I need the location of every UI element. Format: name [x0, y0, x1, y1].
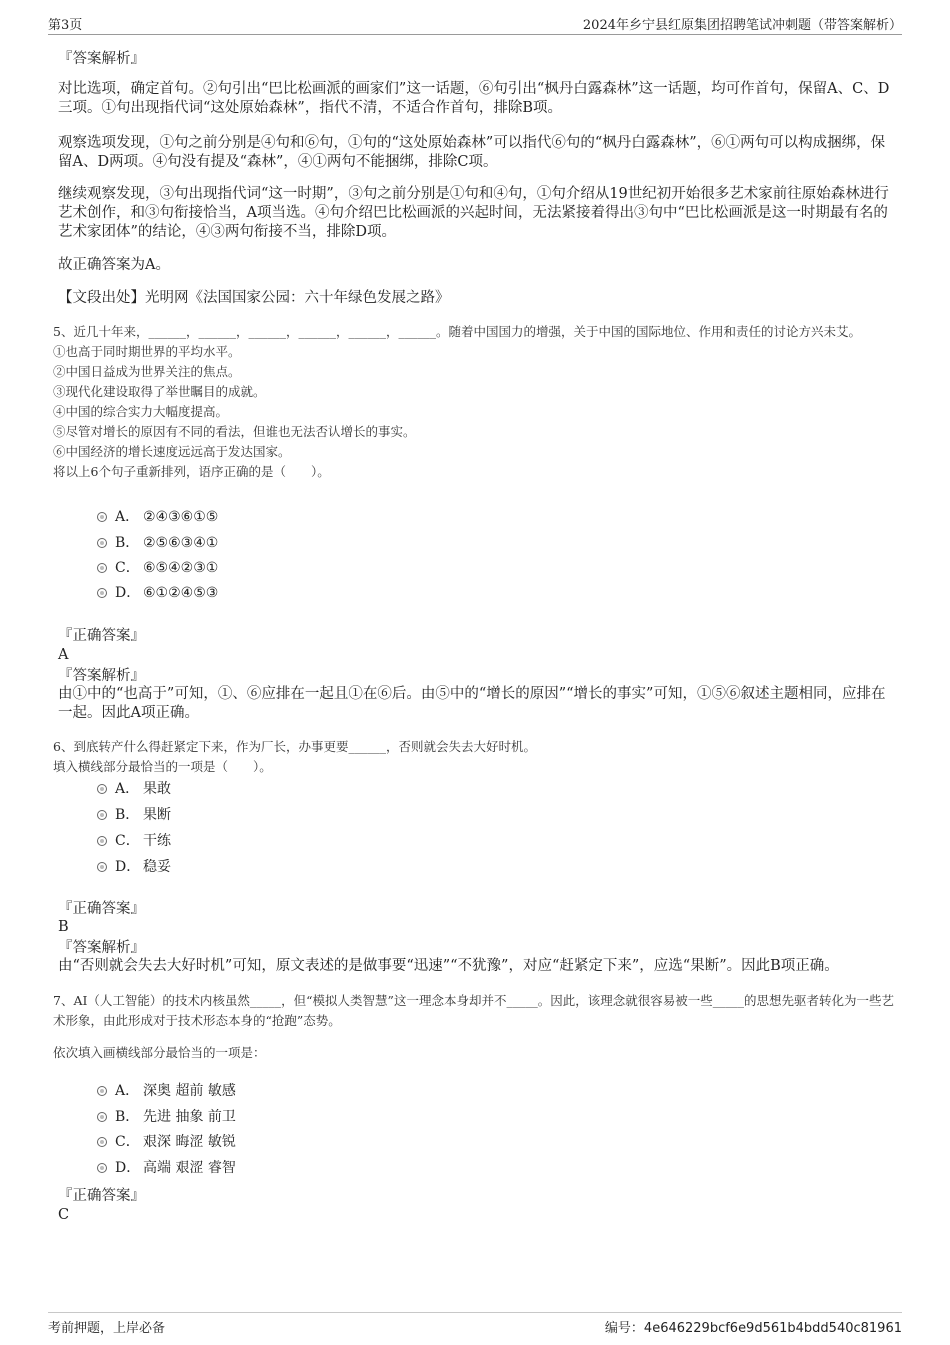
- q6-option-a[interactable]: A． 果敢: [97, 780, 171, 798]
- q5-option-c[interactable]: C． ⑥⑤④②③①: [97, 559, 218, 577]
- footer-code-value: 4e646229bcf6e9d561b4bdd540c81961: [643, 1321, 902, 1336]
- footer-code-label: 编号：: [604, 1321, 644, 1336]
- q6-option-c[interactable]: C． 干练: [97, 832, 171, 850]
- q5-item-6: ⑥中国经济的增长速度远远高于发达国家。: [53, 444, 291, 459]
- q7-option-a[interactable]: A． 深奥 超前 敏感: [97, 1082, 236, 1100]
- q6-explanation-label: 『答案解析』: [58, 940, 145, 956]
- q7-option-c[interactable]: C． 艰深 晦涩 敏锐: [97, 1133, 236, 1151]
- q7-prompt: 依次填入画横线部分最恰当的一项是：: [53, 1045, 266, 1060]
- radio-icon[interactable]: [97, 1137, 107, 1147]
- radio-icon[interactable]: [97, 1112, 107, 1122]
- q5-item-4: ④中国的综合实力大幅度提高。: [53, 404, 229, 419]
- radio-icon[interactable]: [97, 810, 107, 820]
- q5-item-1: ①也高于同时期世界的平均水平。: [53, 344, 241, 359]
- footer-code: [605, 1317, 902, 1336]
- radio-icon[interactable]: [97, 1163, 107, 1173]
- q4-explanation-p1: 对比选项，确定首句。②句引出“巴比松画派的画家们”这一话题，⑥句引出“枫丹白露森林”这一话题，均可作首句，保留A、C、D三项。①句出现指代词“这处原始森林”，指代不清，不适合作首句，排除B项。: [58, 81, 890, 116]
- page-footer: [48, 1312, 902, 1337]
- question-6: [53, 737, 898, 777]
- q5-answer-label: 『正确答案』: [58, 628, 145, 644]
- q7-option-b[interactable]: B． 先进 抽象 前卫: [97, 1108, 236, 1126]
- radio-icon[interactable]: [97, 836, 107, 846]
- document-title: 2024年乡宁县红原集团招聘笔试冲刺题（带答案解析）: [582, 18, 902, 33]
- q4-explanation-p3: 继续观察发现，③句出现指代词“这一时期”，③句之前分别是①句和④句，①句介绍从19世纪初开始很多艺术家前往原始森林进行艺术创作，和③句衔接恰当，A项当选。④句介绍巴比松画派的兴起时间，无法紧接着得出③句中“巴比松画派是这一时期最有名的艺术家团体”的结论，④③两句衔接不当，排除D项。: [58, 186, 889, 240]
- radio-icon[interactable]: [97, 1086, 107, 1096]
- q4-source: 【文段出处】光明网《法国国家公园：六十年绿色发展之路》: [58, 290, 450, 306]
- radio-icon[interactable]: [97, 538, 107, 548]
- page-number: 第3页: [48, 18, 83, 33]
- q5-item-5: ⑤尽管对增长的原因有不同的看法，但谁也无法否认增长的事实。: [53, 424, 416, 439]
- q5-option-b[interactable]: B． ②⑤⑥③④①: [97, 534, 218, 552]
- footer-slogan: 考前押题，上岸必备: [48, 1321, 166, 1336]
- q6-explanation: 由“否则就会失去大好时机”可知，原文表述的是做事要“迅速”“不犹豫”，对应“赶紧定下来”，应选“果断”。因此B项正确。: [58, 958, 839, 974]
- q5-prompt: 将以上6个句子重新排列，语序正确的是（ ）。: [53, 464, 330, 479]
- q5-option-a[interactable]: A． ②④③⑥①⑤: [97, 508, 218, 526]
- q5-item-2: ②中国日益成为世界关注的焦点。: [53, 364, 241, 379]
- q6-answer-label: 『正确答案』: [58, 901, 145, 917]
- q5-explanation-label: 『答案解析』: [58, 668, 145, 684]
- q7-answer-label: 『正确答案』: [58, 1188, 145, 1204]
- q5-stem: 5、近几十年来，______，______，______，______，______，______。随着中国国力的增强，关于中国的国际地位、作用和责任的讨论方兴未艾。: [53, 324, 861, 339]
- radio-icon[interactable]: [97, 512, 107, 522]
- q6-stem: 6、到底转产什么得赶紧定下来，作为厂长，办事更要______，否则就会失去大好时机。: [53, 739, 536, 754]
- radio-icon[interactable]: [97, 862, 107, 872]
- q7-stem: 7、AI（人工智能）的技术内核虽然_____，但“模拟人类智慧”这一理念本身却并不_____。因此，该理念就很容易被一些_____的思想先驱者转化为一些艺术形象，由此形成对于技术形态本身的“抢跑”态势。: [53, 993, 894, 1028]
- radio-icon[interactable]: [97, 784, 107, 794]
- q5-answer: A: [58, 647, 69, 663]
- question-7: [53, 991, 898, 1063]
- q5-option-d[interactable]: D． ⑥①②④⑤③: [97, 584, 218, 602]
- q6-option-b[interactable]: B． 果断: [97, 806, 171, 824]
- radio-icon[interactable]: [97, 588, 107, 598]
- question-5: [53, 322, 898, 482]
- radio-icon[interactable]: [97, 563, 107, 573]
- q5-item-3: ③现代化建设取得了举世瞩目的成就。: [53, 384, 266, 399]
- q6-prompt: 填入横线部分最恰当的一项是（ ）。: [53, 759, 272, 774]
- page-header: [48, 14, 902, 35]
- q6-option-d[interactable]: D． 稳妥: [97, 858, 171, 876]
- q4-explanation-label: 『答案解析』: [58, 51, 145, 67]
- q4-explanation-p2: 观察选项发现，①句之前分别是④句和⑥句，①句的“这处原始森林”可以指代⑥句的“枫丹白露森林”，⑥①两句可以构成捆绑，保留A、D两项。④句没有提及“森林”，④①两句不能捆绑，排除C项。: [58, 135, 886, 170]
- q5-explanation: 由①中的“也高于”可知，①、⑥应排在一起且①在⑥后。由⑤中的“增长的原因”“增长的事实”可知，①⑤⑥叙述主题相同，应排在一起。因此A项正确。: [58, 686, 886, 721]
- q4-explanation-p4: 故正确答案为A。: [58, 257, 170, 273]
- q6-answer: B: [58, 919, 69, 935]
- q7-answer: C: [58, 1207, 70, 1223]
- q7-option-d[interactable]: D． 高端 艰涩 睿智: [97, 1159, 236, 1177]
